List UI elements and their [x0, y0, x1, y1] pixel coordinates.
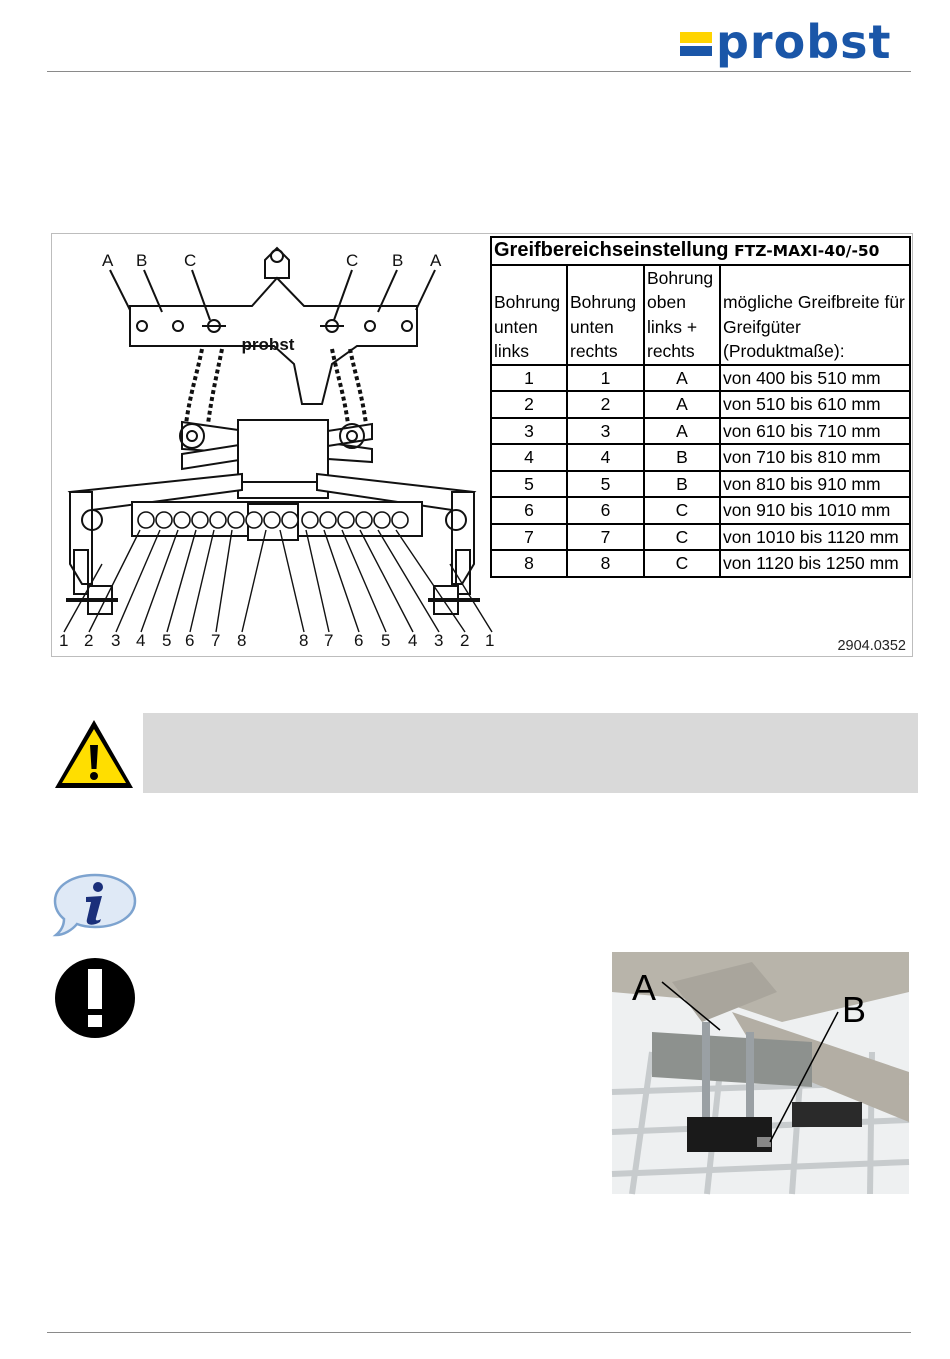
header-col3-line1: oben — [647, 292, 686, 312]
cell-top: C — [644, 497, 720, 524]
bottom-label: 3 — [434, 631, 444, 650]
bottom-label: 1 — [485, 631, 495, 650]
header-col4 — [720, 265, 910, 365]
header-col3-line2: links + — [647, 316, 698, 337]
cell-left: 5 — [491, 471, 567, 498]
exclamation-icon — [54, 957, 136, 1039]
cell-top: C — [644, 524, 720, 551]
cell-left: 7 — [491, 524, 567, 551]
top-label: B — [136, 251, 148, 270]
bottom-label: 4 — [136, 631, 146, 650]
plate-text: probst — [241, 335, 295, 354]
cell-left: 1 — [491, 365, 567, 392]
table-model: FTZ-MAXI-40/-50 — [734, 242, 880, 260]
cell-range: von 610 bis 710 mm — [720, 418, 910, 445]
cell-top: C — [644, 550, 720, 577]
bottom-label: 8 — [299, 631, 309, 650]
cell-left: 6 — [491, 497, 567, 524]
cell-left: 3 — [491, 418, 567, 445]
bottom-label: 5 — [381, 631, 391, 650]
grip-range-table — [490, 236, 911, 578]
cell-right: 4 — [567, 444, 644, 471]
table-title — [491, 237, 910, 265]
header-col2 — [567, 265, 644, 365]
cell-top: A — [644, 418, 720, 445]
header-col4-line3: (Produktmaße): — [723, 341, 845, 361]
cell-top: A — [644, 365, 720, 392]
header-col4-line2: Greifgüter — [723, 316, 801, 337]
bottom-label: 2 — [460, 631, 470, 650]
cell-top: B — [644, 471, 720, 498]
cell-right: 2 — [567, 391, 644, 418]
cell-right: 1 — [567, 365, 644, 392]
grip-range-figure — [51, 233, 913, 657]
table-row — [491, 365, 910, 392]
header-col2-line3: rechts — [570, 341, 618, 361]
cell-left: 8 — [491, 550, 567, 577]
bottom-label: 6 — [185, 631, 195, 650]
bottom-label: 6 — [354, 631, 364, 650]
cell-top: B — [644, 444, 720, 471]
header-col1-line2: unten — [494, 316, 538, 337]
photo-label-b: B — [842, 989, 867, 1030]
bottom-label: 8 — [237, 631, 247, 650]
info-bubble-icon — [52, 872, 138, 938]
bottom-label: 2 — [84, 631, 94, 650]
figure-code: 2904.0352 — [837, 638, 906, 654]
top-label: B — [392, 251, 404, 270]
footer-rule — [47, 1332, 911, 1333]
hole-row — [138, 512, 408, 528]
cell-left: 2 — [491, 391, 567, 418]
table-body — [491, 365, 910, 577]
gripper-drawing — [52, 234, 495, 656]
cell-left: 4 — [491, 444, 567, 471]
cell-range: von 510 bis 610 mm — [720, 391, 910, 418]
photo-label-a: A — [632, 967, 657, 1008]
bottom-label: 5 — [162, 631, 172, 650]
table-row — [491, 444, 910, 471]
bottom-label: 7 — [211, 631, 221, 650]
header-col3 — [644, 265, 720, 365]
warning-box — [143, 713, 918, 793]
cell-range: von 910 bis 1010 mm — [720, 497, 910, 524]
cell-right: 3 — [567, 418, 644, 445]
probst-logo — [680, 15, 906, 70]
header-col3-line3: rechts — [647, 341, 695, 361]
cell-range: von 1120 bis 1250 mm — [720, 550, 910, 577]
top-label: A — [430, 251, 442, 270]
cell-range: von 1010 bis 1120 mm — [720, 524, 910, 551]
grip-range-table-wrap — [490, 236, 911, 578]
logo-yellow-bar — [680, 32, 712, 43]
table-row — [491, 524, 910, 551]
photo-illustration — [612, 952, 909, 1194]
bottom-label: 4 — [408, 631, 418, 650]
logo-text: probst — [716, 15, 892, 69]
top-label: C — [184, 251, 197, 270]
bottom-label: 7 — [324, 631, 334, 650]
header-col1 — [491, 265, 567, 365]
cell-right: 6 — [567, 497, 644, 524]
header-col2-line1: Bohrung — [570, 292, 637, 312]
table-row — [491, 418, 910, 445]
cell-top: A — [644, 391, 720, 418]
header-col1-line1: Bohrung — [494, 292, 561, 312]
header-col3-line0: Bohrung — [647, 267, 714, 288]
header-col2-line2: unten — [570, 316, 614, 337]
bottom-label: 1 — [59, 631, 69, 650]
table-title-text: Greifbereichseinstellung — [494, 239, 729, 261]
warning-triangle-icon — [52, 717, 136, 791]
cell-right: 5 — [567, 471, 644, 498]
cell-range: von 810 bis 910 mm — [720, 471, 910, 498]
table-row — [491, 497, 910, 524]
cell-right: 8 — [567, 550, 644, 577]
header-col1-line3: links — [494, 341, 530, 361]
gripper-photo — [612, 952, 909, 1194]
logo-blue-bar — [680, 46, 712, 56]
table-row — [491, 471, 910, 498]
header-rule — [47, 71, 911, 72]
table-row — [491, 391, 910, 418]
cell-range: von 710 bis 810 mm — [720, 444, 910, 471]
bottom-label: 3 — [111, 631, 121, 650]
cell-range: von 400 bis 510 mm — [720, 365, 910, 392]
top-label: A — [102, 251, 114, 270]
table-row — [491, 550, 910, 577]
header-col4-line1: mögliche Greifbreite für — [723, 292, 905, 312]
top-label: C — [346, 251, 359, 270]
cell-right: 7 — [567, 524, 644, 551]
